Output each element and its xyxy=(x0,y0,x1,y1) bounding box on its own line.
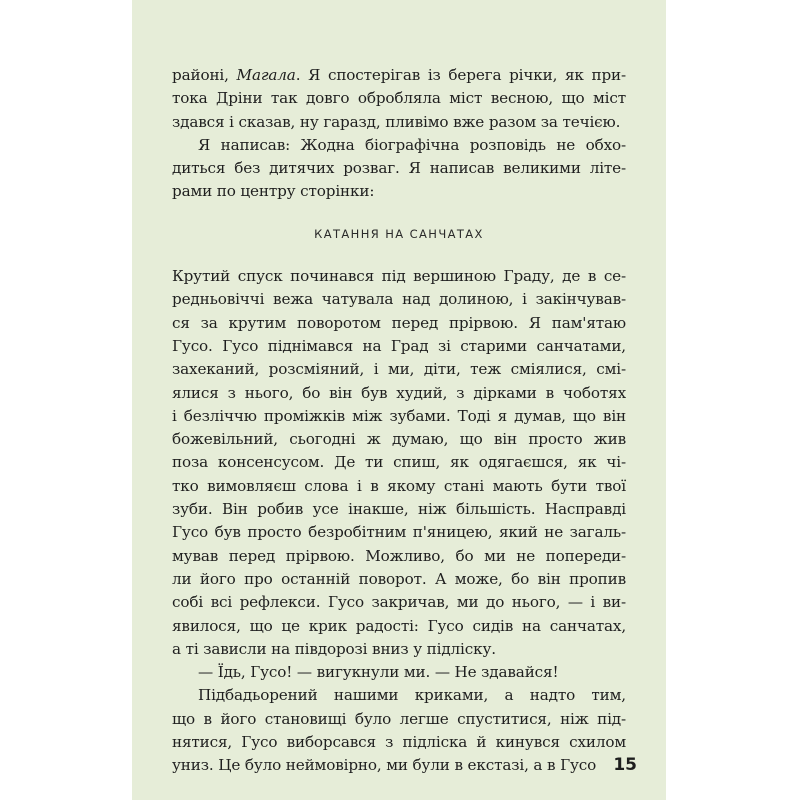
text-line: божевільний, сьогодні ж думаю, що він просто жив xyxy=(172,430,626,449)
text-line: униз. Це було неймовірно, ми були в екстазі, а в Гусо xyxy=(172,756,597,775)
text-line: і безліччю проміжків між зубами. Тоді я думав, що він xyxy=(172,406,626,425)
text-line: Я написав: Жодна біографічна розповідь не обхо- xyxy=(198,135,626,154)
text-line: Гусо був просто безробітним п'яницею, який не загаль- xyxy=(172,523,626,542)
text-line: тока Дріни так довго обробляла міст весною, що міст xyxy=(172,89,626,108)
text-line: ся за крутим поворотом перед прірвою. Я пам'ятаю xyxy=(172,313,626,332)
paragraph-1 xyxy=(172,64,626,134)
text-line: диться без дитячих розваг. Я написав великими літе- xyxy=(172,159,626,178)
text-line: Крутий спуск починався під вершиною Граду, де в се- xyxy=(172,267,626,286)
text-line: Підбадьорений нашими криками, а надто тим, xyxy=(198,686,626,705)
paragraph-4 xyxy=(172,661,626,684)
book-page xyxy=(132,0,666,800)
text-line: рами по центру сторінки: xyxy=(172,182,375,201)
text-span: районі, xyxy=(172,66,229,84)
text-line: ялися з нього, бо він був худий, з дірками в чоботях xyxy=(172,383,626,402)
text-line: нятися, Гусо виборсався з підліска й кинувся схилом xyxy=(172,733,626,752)
text-line: явилося, що це крик радості: Гусо сидів на санчатах, xyxy=(172,616,626,635)
text-line: захеканий, розсміяний, і ми, діти, теж сміялися, смі- xyxy=(172,360,626,379)
paragraph-2 xyxy=(172,134,626,204)
page-number: 15 xyxy=(613,755,637,775)
page-text xyxy=(172,64,626,778)
text-line: поза консенсусом. Де ти спиш, як одягаєшся, як чі- xyxy=(172,453,626,472)
italic-place-name: Магала xyxy=(236,66,296,84)
text-line: здався і сказав, ну гаразд, пливімо вже разом за течією. xyxy=(172,112,621,131)
spacer xyxy=(172,204,626,223)
text-line: зуби. Він робив усе інакше, ніж більшість. Насправді xyxy=(172,500,626,519)
paragraph-3 xyxy=(172,265,626,661)
section-heading: КАТАННЯ НА САНЧАТАХ xyxy=(314,226,484,241)
text-line xyxy=(172,64,626,87)
spacer xyxy=(172,246,626,265)
text-line: а ті зависли на півдорозі вниз у підліску. xyxy=(172,639,496,658)
text-span: . Я спостерігав із берега річки, як при- xyxy=(295,66,626,84)
text-line: що в його становищі було легше спуститися, ніж під- xyxy=(172,709,626,728)
text-line: собі всі рефлекси. Гусо закричав, ми до нього, — і ви- xyxy=(172,593,626,612)
text-line: ли його про останній поворот. А може, бо він пропив xyxy=(172,569,626,588)
text-line: мував перед прірвою. Можливо, бо ми не попереди- xyxy=(172,546,626,565)
text-line: Гусо. Гусо піднімався на Град зі старими санчатами, xyxy=(172,336,626,355)
text-line: — Їдь, Гусо! — вигукнули ми. — Не здавайся! xyxy=(198,663,559,682)
text-line: тко вимовляєш слова і в якому стані мають бути твої xyxy=(172,476,626,495)
text-line: редньовіччі вежа чатувала над долиною, і закінчував- xyxy=(172,290,626,309)
